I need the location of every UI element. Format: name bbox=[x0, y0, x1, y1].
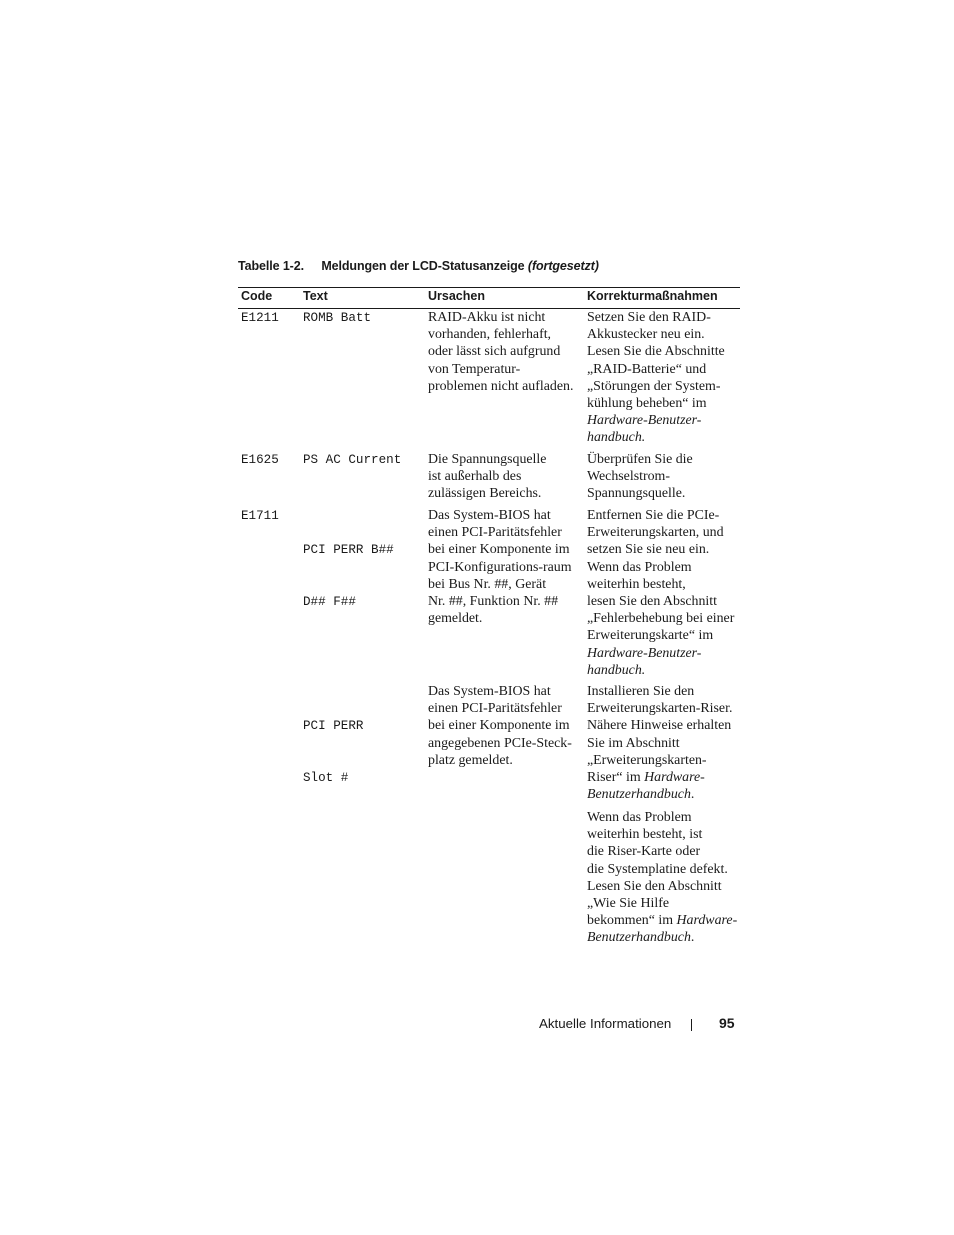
row-action: Überprüfen Sie die Wechselstrom- Spannungsquelle. bbox=[587, 452, 693, 502]
row-cause: Das System-BIOS hat einen PCI-Paritätsfehler bei einer Komponente im angegebenen PCIe-Steck- platz gemeldet. bbox=[428, 684, 572, 768]
column-header-code: Code bbox=[241, 289, 273, 303]
row-text: PCI PERR Slot # bbox=[303, 719, 364, 786]
row-cause: RAID-Akku ist nicht vorhanden, fehlerhaft, oder lässt sich aufgrund von Temperatur- problemen nicht aufladen. bbox=[428, 310, 574, 394]
table-caption bbox=[238, 259, 599, 273]
row-code: E1211 bbox=[241, 311, 279, 325]
row-code: E1711 bbox=[241, 509, 279, 523]
table-caption-number: Tabelle 1-2. bbox=[238, 259, 304, 273]
column-header-cause: Ursachen bbox=[428, 289, 485, 303]
row-action: Setzen Sie den RAID- Akkustecker neu ein. Lesen Sie die Abschnitte „RAID-Batterie“ und „Störungen der System- kühlung beheben“ im Hardware-Benutzer- handbuch. bbox=[587, 310, 725, 446]
table-caption-continued: (fortgesetzt) bbox=[527, 259, 599, 273]
table-top-rule bbox=[238, 287, 740, 288]
row-action-continued: Wenn das Problem weiterhin besteht, ist die Riser-Karte oder die Systemplatine defekt. Lesen Sie den Abschnitt „Wie Sie Hilfe bekommen“ im Hardware- Benutzerhandbuch. bbox=[587, 810, 738, 946]
page-number: 95 bbox=[719, 1015, 735, 1031]
row-text: ROMB Batt bbox=[303, 311, 372, 325]
row-code: E1625 bbox=[241, 453, 279, 467]
row-text: PS AC Current bbox=[303, 453, 402, 467]
row-cause: Das System-BIOS hat einen PCI-Paritätsfehler bei einer Komponente im PCI-Konfigurations-raum bei Bus Nr. ##, Gerät Nr. ##, Funktion Nr. ## gemeldet. bbox=[428, 508, 572, 627]
column-header-text: Text bbox=[303, 289, 328, 303]
table-caption-title: Meldungen der LCD-Statusanzeige bbox=[321, 259, 525, 273]
row-action: Entfernen Sie die PCIe- Erweiterungskarten, und setzen Sie sie neu ein. Wenn das Problem weiterhin besteht, lesen Sie den Abschnitt „Fehlerbehebung bei einer Erweiterungskarte“ im Hardware-Benutzer- handbuch. bbox=[587, 508, 735, 678]
footer-section-title: Aktuelle Informationen bbox=[539, 1016, 672, 1031]
column-header-action: Korrekturmaßnahmen bbox=[587, 289, 718, 303]
row-cause: Die Spannungsquelle ist außerhalb des zulässigen Bereichs. bbox=[428, 452, 547, 502]
row-action: Installieren Sie den Erweiterungskarten-Riser. Nähere Hinweise erhalten Sie im Abschnitt „Erweiterungskarten- Riser“ im Hardware- Benutzerhandbuch. bbox=[587, 684, 733, 803]
row-text: PCI PERR B## D## F## bbox=[303, 543, 394, 610]
footer-separator bbox=[691, 1019, 692, 1031]
